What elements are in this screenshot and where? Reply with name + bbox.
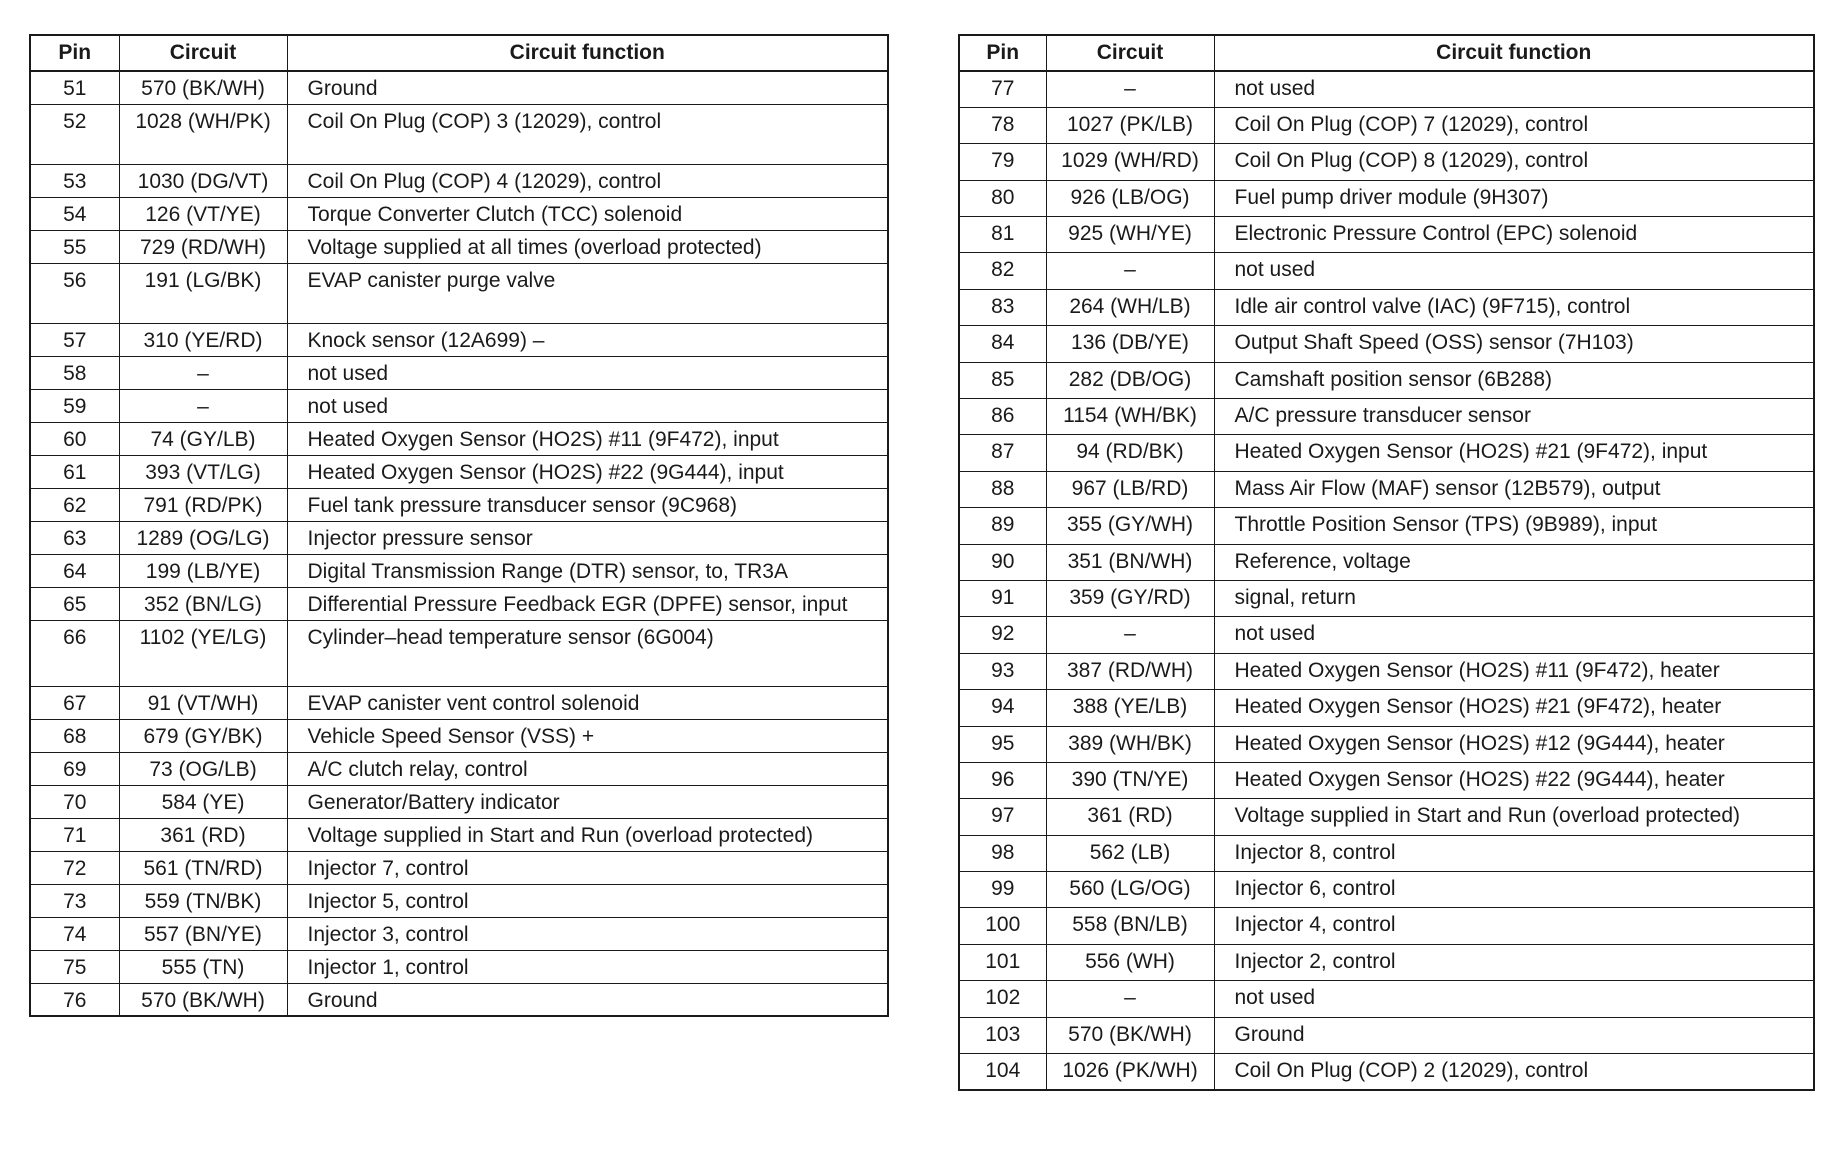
function-cell: Injector 3, control	[287, 917, 888, 950]
function-cell: Coil On Plug (COP) 4 (12029), control	[287, 164, 888, 197]
table-row	[959, 981, 1814, 1017]
circuit-function-header: Circuit function	[287, 35, 888, 71]
circuit-cell: 1027 (PK/LB)	[1046, 107, 1214, 143]
circuit-cell: 1154 (WH/BK)	[1046, 399, 1214, 435]
table-row	[30, 950, 888, 983]
table-row	[959, 217, 1814, 253]
pin-cell: 82	[959, 253, 1046, 289]
circuit-cell: 351 (BN/WH)	[1046, 544, 1214, 580]
function-cell: Coil On Plug (COP) 2 (12029), control	[1214, 1054, 1814, 1090]
circuit-function-header: Circuit function	[1214, 35, 1814, 71]
pin-cell: 79	[959, 144, 1046, 180]
table-row	[959, 107, 1814, 143]
pin-cell: 53	[30, 164, 119, 197]
table-row	[30, 230, 888, 263]
circuit-header: Circuit	[119, 35, 287, 71]
function-cell: Mass Air Flow (MAF) sensor (12B579), output	[1214, 471, 1814, 507]
table-row	[959, 617, 1814, 653]
table-header-row	[959, 35, 1814, 71]
pin-cell: 63	[30, 521, 119, 554]
pin-cell: 60	[30, 422, 119, 455]
circuit-cell: 199 (LB/YE)	[119, 554, 287, 587]
pin-cell: 93	[959, 653, 1046, 689]
function-cell: Ground	[1214, 1017, 1814, 1053]
table-row	[959, 908, 1814, 944]
pin-cell: 87	[959, 435, 1046, 471]
pin-cell: 64	[30, 554, 119, 587]
function-cell: Ground	[287, 983, 888, 1016]
function-cell: Fuel tank pressure transducer sensor (9C968)	[287, 488, 888, 521]
table-row	[30, 785, 888, 818]
circuit-cell: 282 (DB/OG)	[1046, 362, 1214, 398]
pin-cell: 72	[30, 851, 119, 884]
table-row	[959, 289, 1814, 325]
pin-table-right-body	[959, 71, 1814, 1090]
circuit-cell: 361 (RD)	[1046, 799, 1214, 835]
circuit-cell: 1029 (WH/RD)	[1046, 144, 1214, 180]
circuit-cell: 389 (WH/BK)	[1046, 726, 1214, 762]
table-row	[30, 851, 888, 884]
pin-table-right	[958, 34, 1815, 1091]
pin-cell: 80	[959, 180, 1046, 216]
pin-cell: 54	[30, 197, 119, 230]
function-cell: Knock sensor (12A699) –	[287, 323, 888, 356]
circuit-cell: 570 (BK/WH)	[1046, 1017, 1214, 1053]
circuit-cell: –	[119, 356, 287, 389]
circuit-cell: 1026 (PK/WH)	[1046, 1054, 1214, 1090]
table-row	[959, 762, 1814, 798]
pin-cell: 69	[30, 752, 119, 785]
table-row	[959, 799, 1814, 835]
pin-header: Pin	[30, 35, 119, 71]
circuit-cell: 390 (TN/YE)	[1046, 762, 1214, 798]
pin-cell: 61	[30, 455, 119, 488]
circuit-cell: 94 (RD/BK)	[1046, 435, 1214, 471]
pin-cell: 78	[959, 107, 1046, 143]
circuit-cell: 136 (DB/YE)	[1046, 326, 1214, 362]
function-cell: Camshaft position sensor (6B288)	[1214, 362, 1814, 398]
table-row	[30, 263, 888, 323]
circuit-cell: 570 (BK/WH)	[119, 71, 287, 104]
circuit-cell: 791 (RD/PK)	[119, 488, 287, 521]
pin-cell: 99	[959, 872, 1046, 908]
table-row	[959, 326, 1814, 362]
pin-cell: 81	[959, 217, 1046, 253]
circuit-cell: 1289 (OG/LG)	[119, 521, 287, 554]
function-cell: Electronic Pressure Control (EPC) solenoid	[1214, 217, 1814, 253]
pin-cell: 92	[959, 617, 1046, 653]
pin-cell: 83	[959, 289, 1046, 325]
function-cell: Fuel pump driver module (9H307)	[1214, 180, 1814, 216]
pin-cell: 77	[959, 71, 1046, 107]
circuit-cell: 359 (GY/RD)	[1046, 580, 1214, 616]
table-row	[959, 144, 1814, 180]
pin-cell: 66	[30, 620, 119, 686]
circuit-cell: 264 (WH/LB)	[1046, 289, 1214, 325]
table-row	[959, 944, 1814, 980]
function-cell: Heated Oxygen Sensor (HO2S) #11 (9F472), input	[287, 422, 888, 455]
function-cell: Injector 7, control	[287, 851, 888, 884]
table-row	[959, 653, 1814, 689]
circuit-cell: 355 (GY/WH)	[1046, 508, 1214, 544]
table-row	[30, 983, 888, 1016]
function-cell: not used	[1214, 981, 1814, 1017]
table-row	[959, 471, 1814, 507]
table-header-row	[30, 35, 888, 71]
table-row	[30, 488, 888, 521]
pin-cell: 62	[30, 488, 119, 521]
table-row	[30, 323, 888, 356]
function-cell: Heated Oxygen Sensor (HO2S) #22 (9G444), input	[287, 455, 888, 488]
circuit-cell: 310 (YE/RD)	[119, 323, 287, 356]
circuit-cell: 555 (TN)	[119, 950, 287, 983]
table-row	[959, 872, 1814, 908]
function-cell: Injector 2, control	[1214, 944, 1814, 980]
function-cell: Coil On Plug (COP) 8 (12029), control	[1214, 144, 1814, 180]
function-cell: Digital Transmission Range (DTR) sensor, to, TR3A	[287, 554, 888, 587]
table-row	[30, 620, 888, 686]
pin-cell: 84	[959, 326, 1046, 362]
function-cell: Idle air control valve (IAC) (9F715), control	[1214, 289, 1814, 325]
table-row	[959, 1054, 1814, 1090]
circuit-cell: –	[119, 389, 287, 422]
pin-cell: 55	[30, 230, 119, 263]
table-row	[30, 917, 888, 950]
pin-cell: 57	[30, 323, 119, 356]
circuit-cell: 570 (BK/WH)	[119, 983, 287, 1016]
table-row	[30, 71, 888, 104]
pin-cell: 98	[959, 835, 1046, 871]
table-row	[30, 719, 888, 752]
pin-cell: 58	[30, 356, 119, 389]
pin-cell: 85	[959, 362, 1046, 398]
function-cell: Voltage supplied in Start and Run (overload protected)	[287, 818, 888, 851]
table-row	[30, 587, 888, 620]
circuit-cell: 1030 (DG/VT)	[119, 164, 287, 197]
pin-cell: 59	[30, 389, 119, 422]
table-row	[959, 253, 1814, 289]
circuit-cell: 1102 (YE/LG)	[119, 620, 287, 686]
function-cell: Heated Oxygen Sensor (HO2S) #22 (9G444), heater	[1214, 762, 1814, 798]
circuit-cell: 91 (VT/WH)	[119, 686, 287, 719]
pin-cell: 71	[30, 818, 119, 851]
function-cell: Voltage supplied in Start and Run (overload protected)	[1214, 799, 1814, 835]
table-row	[959, 544, 1814, 580]
function-cell: Differential Pressure Feedback EGR (DPFE) sensor, input	[287, 587, 888, 620]
function-cell: signal, return	[1214, 580, 1814, 616]
pin-cell: 73	[30, 884, 119, 917]
table-row	[959, 835, 1814, 871]
pin-cell: 70	[30, 785, 119, 818]
pin-cell: 52	[30, 104, 119, 164]
table-row	[30, 389, 888, 422]
circuit-cell: 584 (YE)	[119, 785, 287, 818]
table-row	[30, 104, 888, 164]
function-cell: Output Shaft Speed (OSS) sensor (7H103)	[1214, 326, 1814, 362]
table-row	[959, 508, 1814, 544]
circuit-cell: 1028 (WH/PK)	[119, 104, 287, 164]
function-cell: not used	[1214, 617, 1814, 653]
circuit-cell: 388 (YE/LB)	[1046, 690, 1214, 726]
function-cell: not used	[1214, 253, 1814, 289]
function-cell: Coil On Plug (COP) 7 (12029), control	[1214, 107, 1814, 143]
table-row	[959, 399, 1814, 435]
function-cell: Throttle Position Sensor (TPS) (9B989), input	[1214, 508, 1814, 544]
circuit-cell: 556 (WH)	[1046, 944, 1214, 980]
function-cell: Coil On Plug (COP) 3 (12029), control	[287, 104, 888, 164]
table-row	[30, 752, 888, 785]
circuit-cell: 557 (BN/YE)	[119, 917, 287, 950]
pin-cell: 88	[959, 471, 1046, 507]
pin-cell: 97	[959, 799, 1046, 835]
function-cell: Voltage supplied at all times (overload protected)	[287, 230, 888, 263]
circuit-cell: 126 (VT/YE)	[119, 197, 287, 230]
table-row	[30, 422, 888, 455]
table-row	[959, 180, 1814, 216]
pin-cell: 91	[959, 580, 1046, 616]
pin-cell: 68	[30, 719, 119, 752]
table-row	[30, 818, 888, 851]
circuit-header: Circuit	[1046, 35, 1214, 71]
table-row	[30, 455, 888, 488]
circuit-cell: 352 (BN/LG)	[119, 587, 287, 620]
pin-cell: 86	[959, 399, 1046, 435]
pin-cell: 89	[959, 508, 1046, 544]
table-row	[959, 726, 1814, 762]
table-row	[30, 164, 888, 197]
pin-header: Pin	[959, 35, 1046, 71]
function-cell: Heated Oxygen Sensor (HO2S) #11 (9F472), heater	[1214, 653, 1814, 689]
function-cell: Injector 1, control	[287, 950, 888, 983]
function-cell: A/C pressure transducer sensor	[1214, 399, 1814, 435]
table-row	[959, 71, 1814, 107]
pin-cell: 94	[959, 690, 1046, 726]
circuit-cell: 191 (LG/BK)	[119, 263, 287, 323]
pin-cell: 95	[959, 726, 1046, 762]
circuit-cell: 361 (RD)	[119, 818, 287, 851]
pin-cell: 102	[959, 981, 1046, 1017]
circuit-cell: –	[1046, 71, 1214, 107]
function-cell: Injector 5, control	[287, 884, 888, 917]
function-cell: not used	[287, 356, 888, 389]
function-cell: Vehicle Speed Sensor (VSS) +	[287, 719, 888, 752]
circuit-cell: 679 (GY/BK)	[119, 719, 287, 752]
table-row	[30, 686, 888, 719]
pin-cell: 103	[959, 1017, 1046, 1053]
function-cell: Generator/Battery indicator	[287, 785, 888, 818]
pin-cell: 100	[959, 908, 1046, 944]
pin-cell: 75	[30, 950, 119, 983]
pin-table-left	[29, 34, 889, 1017]
pin-cell: 101	[959, 944, 1046, 980]
table-row	[30, 554, 888, 587]
function-cell: Heated Oxygen Sensor (HO2S) #12 (9G444), heater	[1214, 726, 1814, 762]
function-cell: EVAP canister purge valve	[287, 263, 888, 323]
pin-cell: 51	[30, 71, 119, 104]
circuit-cell: 393 (VT/LG)	[119, 455, 287, 488]
function-cell: Injector 4, control	[1214, 908, 1814, 944]
function-cell: Ground	[287, 71, 888, 104]
function-cell: EVAP canister vent control solenoid	[287, 686, 888, 719]
circuit-cell: 387 (RD/WH)	[1046, 653, 1214, 689]
table-row	[959, 1017, 1814, 1053]
function-cell: Injector 6, control	[1214, 872, 1814, 908]
table-row	[30, 521, 888, 554]
table-row	[30, 356, 888, 389]
table-row	[30, 884, 888, 917]
pin-cell: 104	[959, 1054, 1046, 1090]
circuit-cell: 559 (TN/BK)	[119, 884, 287, 917]
function-cell: Heated Oxygen Sensor (HO2S) #21 (9F472), input	[1214, 435, 1814, 471]
function-cell: not used	[1214, 71, 1814, 107]
table-row	[959, 690, 1814, 726]
pin-cell: 96	[959, 762, 1046, 798]
function-cell: Torque Converter Clutch (TCC) solenoid	[287, 197, 888, 230]
circuit-cell: –	[1046, 253, 1214, 289]
circuit-cell: 560 (LG/OG)	[1046, 872, 1214, 908]
pin-cell: 67	[30, 686, 119, 719]
function-cell: Injector 8, control	[1214, 835, 1814, 871]
function-cell: Reference, voltage	[1214, 544, 1814, 580]
circuit-cell: 926 (LB/OG)	[1046, 180, 1214, 216]
table-row	[30, 197, 888, 230]
pin-cell: 74	[30, 917, 119, 950]
table-row	[959, 580, 1814, 616]
circuit-cell: 561 (TN/RD)	[119, 851, 287, 884]
table-row	[959, 435, 1814, 471]
pin-cell: 90	[959, 544, 1046, 580]
pin-cell: 76	[30, 983, 119, 1016]
function-cell: not used	[287, 389, 888, 422]
circuit-cell: –	[1046, 617, 1214, 653]
table-row	[959, 362, 1814, 398]
pin-table-left-body	[30, 71, 888, 1016]
circuit-cell: –	[1046, 981, 1214, 1017]
pin-cell: 65	[30, 587, 119, 620]
function-cell: Injector pressure sensor	[287, 521, 888, 554]
circuit-cell: 73 (OG/LB)	[119, 752, 287, 785]
circuit-cell: 558 (BN/LB)	[1046, 908, 1214, 944]
circuit-cell: 967 (LB/RD)	[1046, 471, 1214, 507]
circuit-cell: 562 (LB)	[1046, 835, 1214, 871]
function-cell: A/C clutch relay, control	[287, 752, 888, 785]
circuit-cell: 729 (RD/WH)	[119, 230, 287, 263]
pin-cell: 56	[30, 263, 119, 323]
circuit-cell: 74 (GY/LB)	[119, 422, 287, 455]
circuit-cell: 925 (WH/YE)	[1046, 217, 1214, 253]
function-cell: Cylinder–head temperature sensor (6G004)	[287, 620, 888, 686]
function-cell: Heated Oxygen Sensor (HO2S) #21 (9F472), heater	[1214, 690, 1814, 726]
